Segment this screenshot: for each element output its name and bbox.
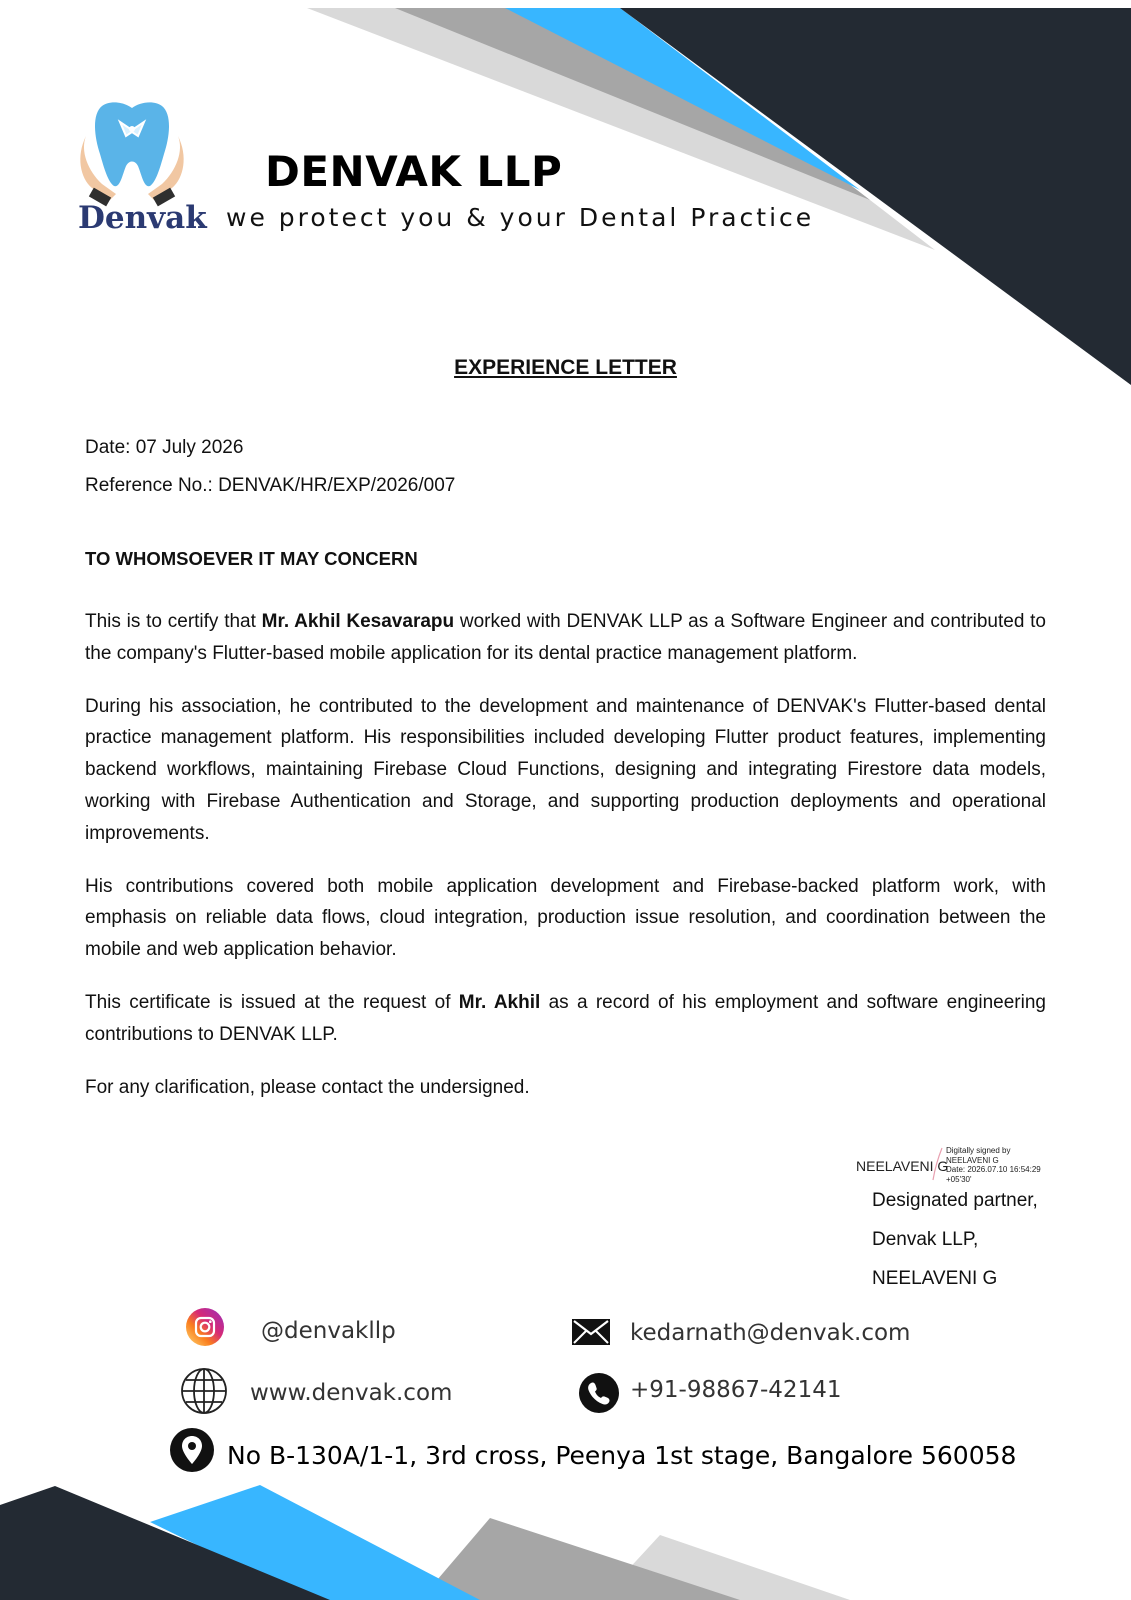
company-tagline: we protect you & your Dental Practice — [226, 203, 815, 232]
office-address: No B-130A/1-1, 3rd cross, Peenya 1st stage, Bangalore 560058 — [227, 1441, 1017, 1470]
letter-body — [85, 606, 1046, 1124]
employee-short-name: Mr. Akhil — [458, 991, 541, 1013]
paragraph-contributions: His contributions covered both mobile application development and Firebase-backed platform work, with emphasis on reliable data flows, cloud integration, production issue resolution, and coordination between the mobile and web application behavior. — [85, 875, 1046, 961]
phone-icon — [579, 1373, 619, 1413]
globe-icon — [180, 1367, 228, 1415]
signatory-designation: Designated partner, — [872, 1190, 1038, 1211]
signatory-company: Denvak LLP, — [872, 1229, 979, 1250]
signatory-name: NEELAVENI G — [872, 1268, 998, 1289]
paragraph-request: This certificate is issued at the request of Mr. Akhil as a record of his employment and software engineering contributions to DENVAK LLP. — [85, 991, 1046, 1045]
decor-dark-corner — [620, 8, 1131, 385]
instagram-icon — [186, 1308, 224, 1346]
instagram-handle: @denvakllp — [261, 1318, 396, 1344]
paragraph-responsibilities: During his association, he contributed to the development and maintenance of DENVAK's Flutter-based dental practice management platform. His responsibilities included developing Flutter product features, implementing backend workflows, maintaining Firebase Cloud Functions, designing and integrating Firestore data models, working with Firebase Authentication and Storage, and supporting production deployments and operational improvements. — [85, 695, 1046, 844]
letter-date: Date: 07 July 2026 — [85, 437, 244, 458]
signature-stroke — [932, 1146, 944, 1182]
mail-icon — [572, 1319, 610, 1345]
paragraph-certification: This is to certify that Mr. Akhil Kesavarapu worked with DENVAK LLP as a Software Engineer and contributed to the company's Flutter-based mobile application for its dental practice management platform. — [85, 611, 1046, 664]
location-pin-icon — [170, 1428, 214, 1472]
salutation: TO WHOMSOEVER IT MAY CONCERN — [85, 548, 418, 569]
email-address: kedarnath@denvak.com — [630, 1320, 911, 1346]
company-name: DENVAK LLP — [265, 147, 563, 196]
letter-title: EXPERIENCE LETTER — [454, 356, 677, 379]
paragraph-clarification: For any clarification, please contact the undersigned. — [85, 1076, 530, 1098]
logo-wordmark: Denvak — [78, 200, 207, 236]
website-url: www.denvak.com — [250, 1380, 453, 1406]
phone-number: +91-98867-42141 — [630, 1377, 842, 1403]
signature-stamp-name: NEELAVENI G — [856, 1158, 949, 1174]
digital-signature-stamp — [856, 1146, 1046, 1182]
employee-name: Mr. Akhil Kesavarapu — [261, 611, 455, 632]
signature-stamp-details: Digitally signed by NEELAVENI G Date: 2026.07.10 16:54:29 +05'30' — [946, 1146, 1041, 1184]
reference-number: Reference No.: DENVAK/HR/EXP/2026/007 — [85, 475, 456, 496]
